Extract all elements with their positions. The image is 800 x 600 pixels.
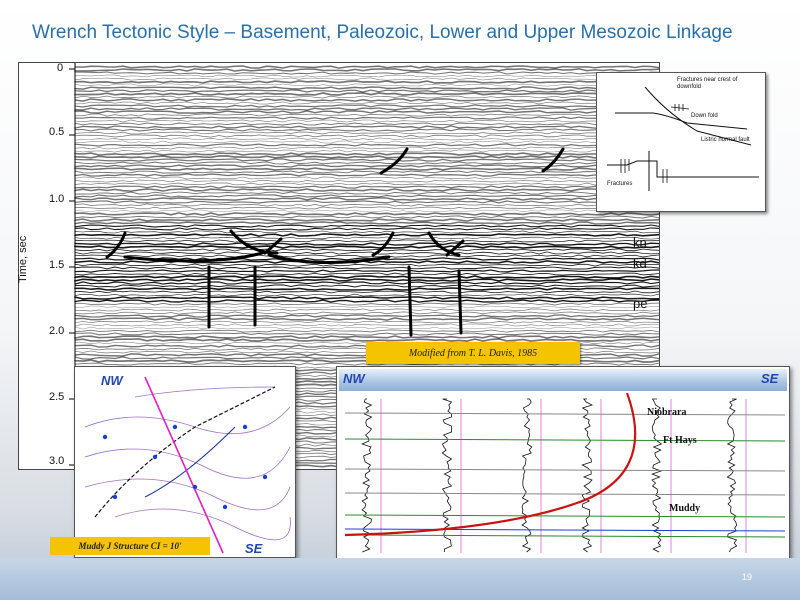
- correlation-line: [345, 515, 785, 517]
- seismic-reflector: [75, 330, 659, 332]
- seismic-reflector: [75, 114, 659, 116]
- seismic-reflector: [75, 243, 659, 245]
- seismic-reflector: [75, 333, 659, 335]
- formation-pe: pe: [633, 296, 648, 311]
- seismic-reflector: [75, 153, 659, 155]
- fault-interpretation-line: [409, 267, 411, 335]
- seismic-reflector: [75, 108, 659, 110]
- footer-band: [0, 558, 800, 600]
- seismic-reflector: [75, 270, 659, 272]
- seismic-reflector: [75, 288, 659, 290]
- seismic-reflector: [75, 264, 659, 266]
- fault-trace: [95, 387, 275, 517]
- correlation-line: [345, 469, 785, 471]
- seismic-reflector: [75, 129, 659, 131]
- seismic-reflector: [75, 252, 659, 254]
- label-fractures: Fractures: [607, 181, 633, 187]
- seismic-reflector: [75, 177, 659, 179]
- map-caption: Muddy J Structure CI = 10': [50, 537, 210, 555]
- seismic-reflector: [75, 291, 659, 293]
- seismic-reflector: [75, 198, 659, 200]
- seismic-reflector: [75, 294, 659, 296]
- page-number: 19: [741, 572, 752, 582]
- marker-niobrara: Niobrara: [647, 407, 687, 418]
- well-symbol: [263, 475, 267, 479]
- correlation-line: [345, 529, 785, 531]
- seismic-reflector: [75, 297, 659, 299]
- seismic-reflector: [75, 315, 659, 317]
- well-symbol: [193, 485, 197, 489]
- section-line: [145, 377, 223, 553]
- y-axis-title: Time, sec: [17, 235, 29, 283]
- seismic-reflector: [75, 255, 659, 257]
- log-header-bar: [339, 369, 787, 391]
- well-log-curve: [652, 399, 661, 552]
- seismic-reflector: [75, 93, 659, 95]
- seismic-reflector: [75, 96, 659, 98]
- seismic-reflector: [75, 75, 659, 77]
- fault-interpretation-line: [459, 271, 461, 333]
- seismic-reflector: [75, 81, 659, 83]
- well-symbol: [223, 505, 227, 509]
- formation-kd: kd: [633, 256, 647, 271]
- seismic-reflector: [75, 216, 659, 218]
- seismic-reflector: [75, 336, 659, 338]
- map-se-label: SE: [245, 541, 263, 556]
- seismic-reflector: [75, 138, 659, 140]
- seismic-reflector: [75, 171, 659, 173]
- seismic-reflector: [75, 234, 659, 236]
- well-log-curve: [727, 399, 736, 552]
- seismic-reflector: [75, 303, 659, 305]
- y-tick-6: 3.0: [49, 455, 65, 467]
- seismic-reflector: [75, 201, 659, 203]
- seismic-reflector: [75, 117, 659, 119]
- seismic-reflector: [75, 189, 659, 191]
- formation-kn: kn: [633, 235, 647, 250]
- structure-contour: [135, 387, 275, 397]
- seismic-reflector: [75, 168, 659, 170]
- seismic-reflector: [75, 321, 659, 323]
- seismic-reflector: [75, 312, 659, 314]
- seismic-reflector: [75, 72, 659, 74]
- well-symbol: [173, 425, 177, 429]
- seismic-reflector: [75, 240, 659, 242]
- label-listric-fault: Listric normal fault: [701, 137, 750, 143]
- seismic-reflector: [75, 156, 659, 158]
- seismic-reflector: [75, 123, 659, 125]
- well-symbol: [103, 435, 107, 439]
- correlation-line: [345, 493, 785, 495]
- well-symbol: [113, 495, 117, 499]
- structure-contour: [85, 479, 290, 510]
- seismic-credit: Modified from T. L. Davis, 1985: [366, 342, 580, 364]
- seismic-reflector: [75, 267, 659, 269]
- well-log-curve: [522, 399, 532, 552]
- seismic-reflector: [75, 120, 659, 122]
- map-nw-label: NW: [101, 373, 123, 388]
- seismic-reflector: [75, 186, 659, 188]
- y-tick-3: 1.5: [49, 259, 65, 271]
- log-tracks: [337, 393, 789, 563]
- seismic-reflector: [75, 174, 659, 176]
- seismic-reflector: [75, 105, 659, 107]
- marker-muddy: Muddy: [669, 503, 701, 514]
- y-tick-2: 1.0: [49, 193, 65, 205]
- seismic-reflector: [75, 126, 659, 128]
- seismic-reflector: [75, 150, 659, 152]
- seismic-reflector: [75, 204, 659, 206]
- fault-inset-diagram: [596, 72, 766, 212]
- seismic-reflector: [75, 246, 659, 248]
- seismic-reflector: [75, 273, 659, 275]
- y-tick-1: 0.5: [49, 126, 65, 138]
- label-down-fold: Down fold: [691, 113, 718, 119]
- slide-title: Wrench Tectonic Style – Basement, Paleozoic, Lower and Upper Mesozoic Linkage: [32, 22, 733, 43]
- seismic-reflector: [75, 276, 659, 278]
- contour-map: [75, 367, 295, 557]
- seismic-reflector: [75, 318, 659, 320]
- seismic-reflector: [75, 279, 659, 281]
- seismic-reflector: [75, 183, 659, 185]
- seismic-reflector: [75, 87, 659, 89]
- correlation-line: [345, 413, 785, 415]
- seismic-reflector: [75, 99, 659, 101]
- seismic-reflector: [75, 180, 659, 182]
- y-tick-0: 0: [57, 62, 64, 74]
- well-symbol: [153, 455, 157, 459]
- seismic-reflector: [75, 78, 659, 80]
- seismic-reflector: [75, 90, 659, 92]
- seismic-reflector: [75, 195, 659, 197]
- seismic-reflector: [75, 210, 659, 212]
- seismic-reflector: [75, 213, 659, 215]
- seismic-reflector: [75, 324, 659, 326]
- seismic-reflector: [75, 249, 659, 251]
- seismic-reflector: [75, 228, 659, 230]
- seismic-reflector: [75, 237, 659, 239]
- structure-contour: [115, 509, 290, 540]
- correlation-line: [345, 535, 785, 537]
- seismic-reflector: [75, 309, 659, 311]
- structure-map: [74, 366, 296, 558]
- y-tick-4: 2.0: [49, 325, 65, 337]
- seismic-reflector: [75, 300, 659, 302]
- seismic-reflector: [75, 162, 659, 164]
- seismic-reflector: [75, 306, 659, 308]
- seismic-reflector: [75, 135, 659, 137]
- seismic-reflector: [75, 102, 659, 104]
- seismic-reflector: [75, 327, 659, 329]
- seismic-reflector: [75, 69, 659, 71]
- seismic-reflector: [75, 192, 659, 194]
- seismic-reflector: [75, 84, 659, 86]
- well-log-cross-section: [336, 366, 790, 564]
- well-symbol: [243, 425, 247, 429]
- seismic-reflector: [75, 225, 659, 227]
- seismic-reflector: [75, 132, 659, 134]
- correlation-line: [345, 439, 785, 441]
- log-nw-label: NW: [343, 371, 365, 386]
- seismic-reflector: [75, 165, 659, 167]
- label-fractures-near-crest: Fractures near crest of downfold: [677, 77, 738, 90]
- marker-ft-hays: Ft Hays: [663, 435, 697, 446]
- seismic-reflector: [75, 147, 659, 149]
- seismic-reflector: [75, 222, 659, 224]
- seismic-reflector: [75, 231, 659, 233]
- log-se-label: SE: [761, 371, 779, 386]
- seismic-reflector: [75, 111, 659, 113]
- seismic-reflector: [75, 219, 659, 221]
- y-tick-5: 2.5: [49, 391, 65, 403]
- well-log-curve: [582, 399, 592, 552]
- seismic-reflector: [75, 339, 659, 341]
- seismic-reflector: [75, 282, 659, 284]
- seismic-reflector: [75, 159, 659, 161]
- seismic-reflector: [75, 66, 659, 68]
- structure-contour: [85, 407, 290, 434]
- seismic-reflector: [75, 141, 659, 143]
- seismic-reflector: [75, 144, 659, 146]
- seismic-reflector: [75, 285, 659, 287]
- seismic-reflector: [75, 207, 659, 209]
